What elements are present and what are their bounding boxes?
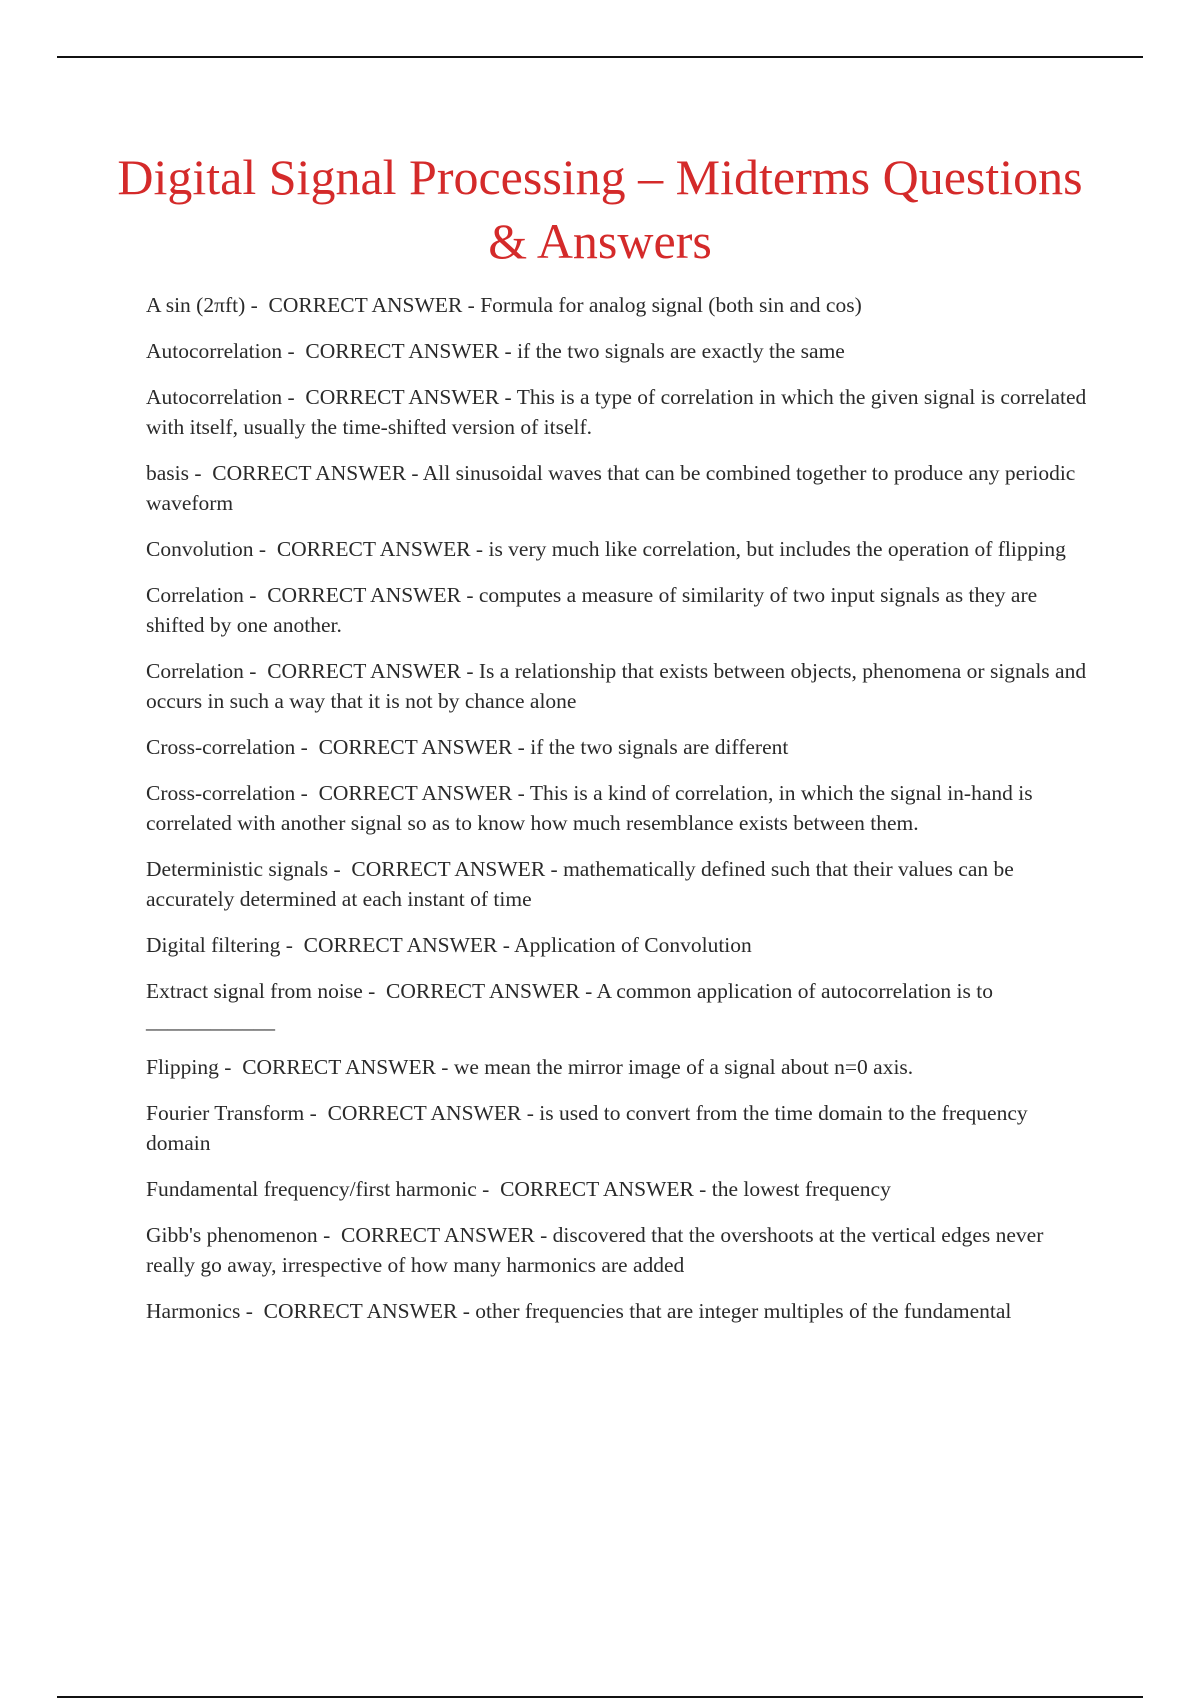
qa-item: Cross-correlation - CORRECT ANSWER - if the two signals are different <box>146 735 789 759</box>
qa-term: Autocorrelation <box>146 385 283 409</box>
qa-term: Harmonics <box>146 1299 241 1323</box>
qa-list <box>146 290 1091 1342</box>
qa-marker: CORRECT ANSWER <box>242 1055 436 1079</box>
qa-item: Fourier Transform - CORRECT ANSWER - is used to convert from the time domain to the frequency domain <box>146 1101 1028 1155</box>
qa-answer: the lowest frequency <box>711 1177 891 1201</box>
qa-marker: CORRECT ANSWER <box>267 583 461 607</box>
qa-answer: A common application of autocorrelation is to ____________ <box>146 979 993 1033</box>
qa-marker: CORRECT ANSWER <box>267 659 461 683</box>
qa-answer: if the two signals are exactly the same <box>517 339 845 363</box>
qa-term: Fourier Transform <box>146 1101 305 1125</box>
qa-marker: CORRECT ANSWER <box>263 1299 458 1323</box>
qa-marker: CORRECT ANSWER <box>351 857 546 881</box>
qa-answer: is very much like correlation, but includes the operation of flipping <box>488 537 1066 561</box>
qa-marker: CORRECT ANSWER <box>340 1223 535 1247</box>
qa-answer: Is a relationship that exists between objects, phenomena or signals and occurs in such a way that it is not by chance alone <box>146 659 1087 713</box>
qa-marker: CORRECT ANSWER <box>386 979 580 1003</box>
qa-item: Digital filtering - CORRECT ANSWER - Application of Convolution <box>146 933 752 957</box>
document-title: Digital Signal Processing – Midterms Questions & Answers <box>117 149 1083 269</box>
qa-answer: computes a measure of similarity of two input signals as they are shifted by one another. <box>146 583 1038 637</box>
qa-item: Cross-correlation - CORRECT ANSWER - This is a kind of correlation, in which the signal in-hand is correlated with another signal so as to know how much resemblance exists between them. <box>146 781 1033 835</box>
qa-answer: Formula for analog signal (both sin and cos) <box>480 293 862 317</box>
qa-answer: if the two signals are different <box>530 735 789 759</box>
qa-item: basis - CORRECT ANSWER - All sinusoidal waves that can be combined together to produce any periodic waveform <box>146 461 1076 515</box>
qa-term: Digital filtering <box>146 933 281 957</box>
top-rule <box>57 56 1143 58</box>
qa-marker: CORRECT ANSWER <box>500 1177 694 1201</box>
qa-item: Gibb's phenomenon - CORRECT ANSWER - discovered that the overshoots at the vertical edges never really go away, irrespective of how many harmonics are added <box>146 1223 1044 1277</box>
qa-answer: All sinusoidal waves that can be combined together to produce any periodic waveform <box>146 461 1076 515</box>
qa-answer: discovered that the overshoots at the vertical edges never really go away, irrespective of how many harmonics are added <box>146 1223 1044 1277</box>
qa-item: Deterministic signals - CORRECT ANSWER - mathematically defined such that their values can be accurately determined at each instant of time <box>146 857 1014 911</box>
qa-answer: Application of Convolution <box>514 933 752 957</box>
qa-answer: we mean the mirror image of a signal about n=0 axis. <box>453 1055 914 1079</box>
qa-term: Autocorrelation <box>146 339 283 363</box>
qa-answer: This is a kind of correlation, in which the signal in-hand is correlated with another signal so as to know how much resemblance exists between them. <box>146 781 1033 835</box>
qa-item: Extract signal from noise - CORRECT ANSWER - A common application of autocorrelation is to ____________ <box>146 979 993 1033</box>
qa-item: Correlation - CORRECT ANSWER - Is a relationship that exists between objects, phenomena or signals and occurs in such a way that it is not by chance alone <box>146 659 1087 713</box>
qa-term: Deterministic signals <box>146 857 329 881</box>
qa-term: Fundamental frequency/first harmonic <box>146 1177 477 1201</box>
qa-term: Correlation <box>146 583 244 607</box>
qa-term: Cross-correlation <box>146 781 296 805</box>
qa-marker: CORRECT ANSWER <box>303 933 498 957</box>
qa-item: Fundamental frequency/first harmonic - CORRECT ANSWER - the lowest frequency <box>146 1177 891 1201</box>
qa-answer: other frequencies that are integer multiples of the fundamental <box>475 1299 1012 1323</box>
qa-item: Flipping - CORRECT ANSWER - we mean the mirror image of a signal about n=0 axis. <box>146 1055 914 1079</box>
qa-marker: CORRECT ANSWER <box>212 461 407 485</box>
qa-marker: CORRECT ANSWER <box>318 735 513 759</box>
bottom-rule <box>57 1696 1143 1698</box>
qa-marker: CORRECT ANSWER <box>305 339 500 363</box>
qa-marker: CORRECT ANSWER <box>318 781 513 805</box>
qa-item: A sin (2πft) - CORRECT ANSWER - Formula for analog signal (both sin and cos) <box>146 293 862 317</box>
qa-item: Autocorrelation - CORRECT ANSWER - This is a type of correlation in which the given signal is correlated with itself, usually the time-shifted version of itself. <box>146 385 1087 439</box>
qa-answer: mathematically defined such that their values can be accurately determined at each instant of time <box>146 857 1014 911</box>
qa-marker: CORRECT ANSWER <box>305 385 500 409</box>
qa-item: Correlation - CORRECT ANSWER - computes a measure of similarity of two input signals as they are shifted by one another. <box>146 583 1038 637</box>
qa-term: Flipping <box>146 1055 219 1079</box>
qa-term: Gibb's phenomenon <box>146 1223 318 1247</box>
qa-term: A sin (2πft) <box>146 293 246 317</box>
qa-answer: is used to convert from the time domain to the frequency domain <box>146 1101 1028 1155</box>
qa-term: Correlation <box>146 659 244 683</box>
qa-term: basis <box>146 461 189 485</box>
qa-marker: CORRECT ANSWER <box>327 1101 522 1125</box>
qa-answer: This is a type of correlation in which the given signal is correlated with itself, usually the time-shifted version of itself. <box>146 385 1087 439</box>
qa-item: Convolution - CORRECT ANSWER - is very much like correlation, but includes the operation of flipping <box>146 537 1066 561</box>
qa-term: Extract signal from noise <box>146 979 363 1003</box>
qa-marker: CORRECT ANSWER <box>276 537 471 561</box>
qa-term: Convolution <box>146 537 254 561</box>
qa-item: Harmonics - CORRECT ANSWER - other frequencies that are integer multiples of the fundamental <box>146 1299 1012 1323</box>
qa-item: Autocorrelation - CORRECT ANSWER - if the two signals are exactly the same <box>146 339 845 363</box>
qa-term: Cross-correlation <box>146 735 296 759</box>
qa-marker: CORRECT ANSWER <box>268 293 463 317</box>
